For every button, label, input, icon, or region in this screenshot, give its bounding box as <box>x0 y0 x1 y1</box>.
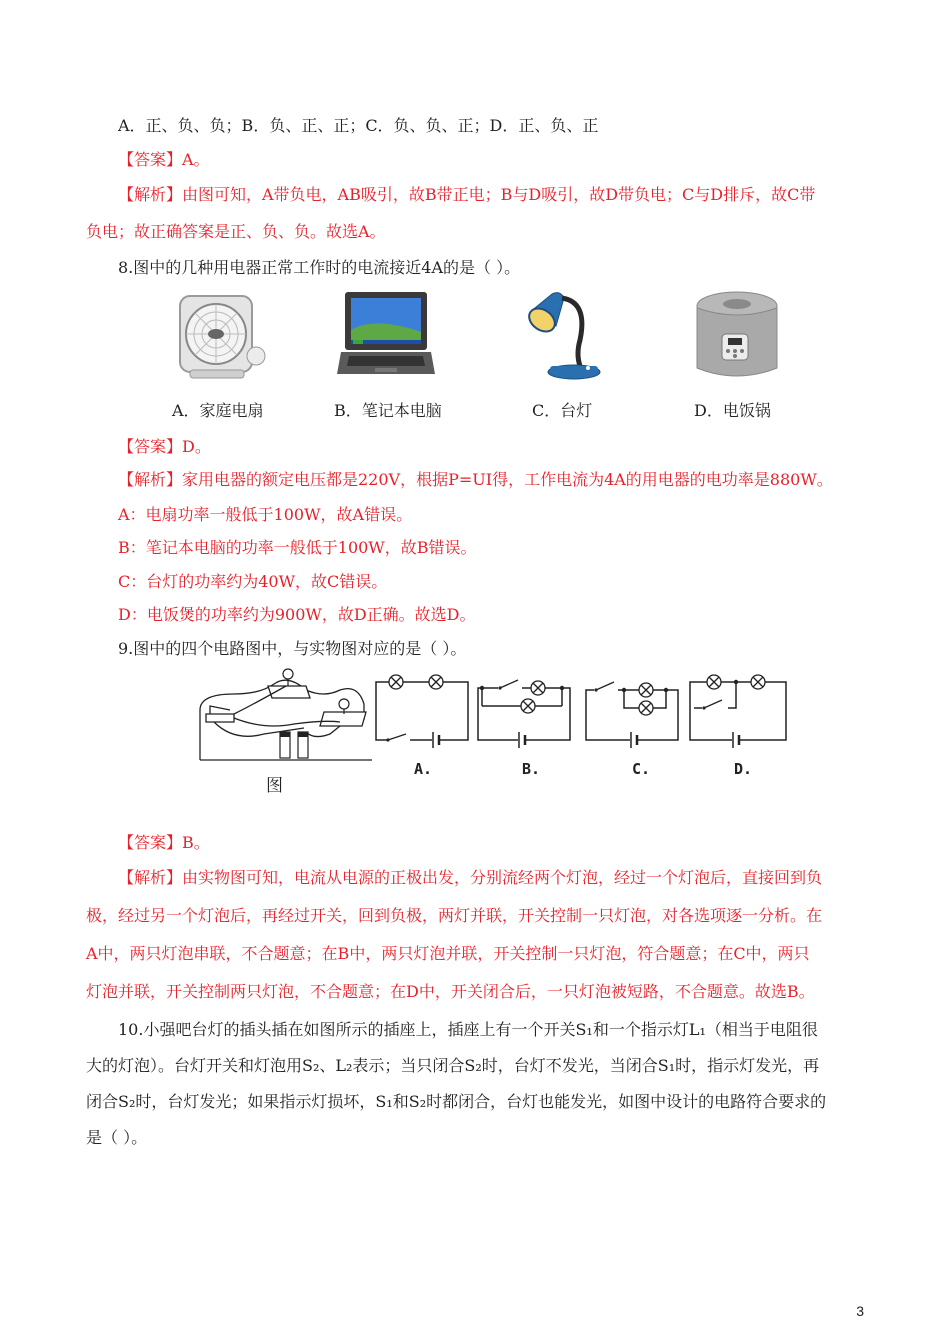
q8-analysis-line4: C：台灯的功率约为40W，故C错误。 <box>118 572 388 591</box>
circuit-option-c <box>582 668 684 748</box>
q9-analysis-line1: 【解析】由实物图可知，电流从电源的正极出发，分别流经两个灯泡，经过一个灯泡后，直接回到负 <box>118 868 823 887</box>
q9-analysis-line2: 极，经过另一个灯泡后，再经过开关，回到负极，两灯并联，开关控制一只灯泡，对各选项逐一分析。在 <box>86 906 823 925</box>
circuit-label-c: C. <box>632 760 651 778</box>
physical-circuit-figure <box>194 668 374 768</box>
q7-answer: 【答案】A。 <box>118 150 210 169</box>
q9-analysis-line3: A中，两只灯泡串联，不合题意；在B中，两只灯泡并联，开关控制一只灯泡，符合题意；在C中，两只 <box>86 944 810 963</box>
q7-analysis-line1: 【解析】由图可知，A带负电，AB吸引，故B带正电；B与D吸引，故D带负电；C与D排斥，故C带 <box>118 185 816 204</box>
rice-cooker-image <box>692 290 782 384</box>
q9-analysis-line4: 灯泡并联，开关控制两只灯泡，不合题意；在D中，开关闭合后，一只灯泡被短路，不合题意。故选B。 <box>86 982 815 1001</box>
q8-caption-c: C．台灯 <box>532 401 593 420</box>
q8-caption-b: B．笔记本电脑 <box>334 401 442 420</box>
q8-analysis-line2: A：电扇功率一般低于100W，故A错误。 <box>118 505 413 524</box>
q8-caption-d: D．电饭锅 <box>694 401 771 420</box>
circuit-option-b <box>474 668 576 748</box>
q10-stem-line1: 10.小强吧台灯的插头插在如图所示的插座上，插座上有一个开关S₁和一个指示灯L₁（相当于电阻很 <box>118 1020 818 1039</box>
circuit-option-d <box>686 668 790 748</box>
q9-stem: 9.图中的四个电路图中，与实物图对应的是（ ）。 <box>118 639 467 658</box>
q8-analysis-line3: B：笔记本电脑的功率一般低于100W，故B错误。 <box>118 538 477 557</box>
desk-lamp-image <box>522 288 608 384</box>
circuit-label-b: B. <box>522 760 541 778</box>
circuit-option-a <box>370 668 472 748</box>
circuit-label-a: A. <box>414 760 433 778</box>
q8-caption-a: A．家庭电扇 <box>172 401 264 420</box>
q9-figure-label: 图 <box>266 776 283 796</box>
q8-stem: 8.图中的几种用电器正常工作时的电流接近4A的是（ ）。 <box>118 258 521 277</box>
q8-answer: 【答案】D。 <box>118 437 211 456</box>
q8-analysis-line1: 【解析】家用电器的额定电压都是220V，根据P=UI得，工作电流为4A的用电器的电功率是880W。 <box>118 470 833 489</box>
fan-image <box>176 292 268 382</box>
q10-stem-line2: 大的灯泡）。台灯开关和灯泡用S₂、L₂表示；当只闭合S₂时，台灯不发光，当闭合S₁时，指示灯发光，再 <box>86 1056 820 1075</box>
q8-analysis-line5: D：电饭煲的功率约为900W，故D正确。故选D。 <box>118 605 476 624</box>
q7-options: A．正、负、负；B．负、正、正；C．负、负、正；D．正、负、正 <box>118 116 599 135</box>
q10-stem-line4: 是（ ）。 <box>86 1128 148 1147</box>
circuit-label-d: D. <box>734 760 753 778</box>
laptop-image <box>335 290 435 380</box>
q9-answer: 【答案】B。 <box>118 833 210 852</box>
q10-stem-line3: 闭合S₂时，台灯发光；如果指示灯损坏，S₁和S₂时都闭合，台灯也能发光，如图中设计的电路符合要求的 <box>86 1092 827 1111</box>
q7-analysis-line2: 负电；故正确答案是正、负、负。故选A。 <box>86 222 386 241</box>
page-number: 3 <box>856 1303 864 1319</box>
